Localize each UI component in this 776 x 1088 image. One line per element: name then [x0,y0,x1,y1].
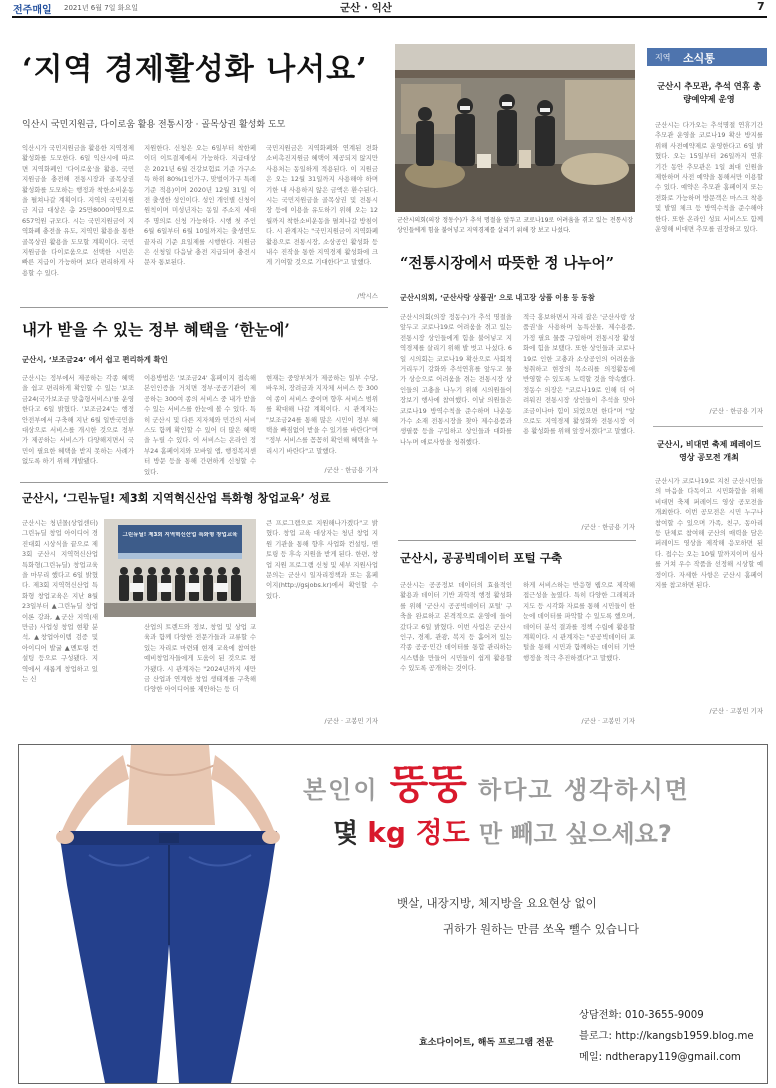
article5-byline: /군산 · 고봉민 기자 [581,717,635,725]
article4-byline: /군산 · 고봉민 기자 [324,717,378,725]
article5-top-rule [398,540,636,541]
ad-line1-emph: 뚱뚱 [389,762,467,808]
education-banner-text: 그린뉴딜! 제3회 지역혁신산업 특화형 창업교육 [122,532,238,538]
article2-col1: 군산시의회(의장 정동수)가 추석 명절을 앞두고 코로나19로 어려움을 겪고 있는 전통시장 상인들에게 힘을 불어넣고 지역경제를 살리기 위해 발 벗고 나섰다. 6일 시의회는 코로나19 확산으로 사회적 거리두기 강화와 추석연휴를 앞두고 물가 상승으로 어려움을 겪는 전통시장 상인들의 고충을 나누기 위해 시의원들이 장보기 행사에 참여했다. 이날 의원들은 코로나19 방역수칙을 준수하며 나운동 가수 소재 전통시장을 찾아 제수용품과 생필품 등을 구입하고 상인들과 대화를 나누며 애로사항을 청취했다. [400,313,512,446]
article4-col1: 군산시는 청년몰(상업센터) 그린뉴딜 창업 아이디어 경진대회 시상식을 끝으로 제3회 군산시 지역혁신산업 특화형(그린뉴딜) 창업교육을 마무리 했다고 6일 밝혔다. 제3회 지역혁신산업 특화형 창업교육은 지난 8월 23일부터 ▲그린뉴딜 창업이론 강좌, ▲군산 지역(새만금) 사업성 창업 현황 분석, ▲창업아이템 검증 및 아이디어 발굴 ▲멘토링 컨설팅 등으로 구성됐다. 지역에서 새롭게 창업하고 있는 신 [22,519,98,684]
section-title: 군산 · 익산 [340,2,392,14]
article3-col2: 이용방법은 '보조금24' 홈페이지 접속해 본인인증을 거치면 정부·공공기관이 제공하는 300여 종의 서비스 중 내가 받을 수 있는 서비스를 한눈에 볼 수 있다. 특히 군산시 및 다른 지자체와 민간의 서비스도 함께 확인할 수 있어 더 많은 혜택을 누릴 수 있다. 이 서비스는 온라인 정부24 홈페이지와 모바일 앱, 행정복지센터 방문 등을 통해 간편하게 신청할 수 있다. [144,374,256,475]
article2-byline: /군산 · 한금용 기자 [581,523,635,531]
article3-col3: 현재는 중앙부처가 제공하는 일부 수당, 바우처, 장려금과 지자체 서비스 등 300여 종이 서비스 중이며 향후 서비스 범위를 확대해 나갈 계획이다. 시 관계자는 "보조금24를 통해 많은 시민이 정부 혜택을 빠짐없이 받을 수 있기를 바란다"며 "정부 서비스를 꼼꼼히 확인해 혜택을 누리시기 바란다"고 말했다. [266,374,378,455]
article1-col2: 지원한다. 신청은 오는 6일부터 착한페이더 이트결제에서 가능하다. 지급대상은 2021년 6월 건강보험료 기준 가구소득 하위 80%(1인가구, 맞벌이가구 특례기준 적용)이며 2020년 12월 31일 이전 출생한 성인이다. 성인 개인별 신청이 원칙이며 미성년자는 동일 주소지 세대주 명의로 신청 가능하다. 시행 첫 주인 6월 6일부터 6월 10일까지는 출생연도 끝자리 기준 요일제를 시행한다. 지원금은 신청일 다음날 충전 지급되며 충전시 문자 통보된다. [144,144,256,267]
issue-date: 2021년 6월 7일 화요일 [64,4,138,12]
article1-col1: 익산시가 국민지원금을 활용한 지역경제 활성화를 도모한다. 6일 익산시에 따르면 지역화폐인 '다이로움'을 활용, 국민지원금을 충전해 전통시장과 골목상권 활성화를 도모하는 행정과 착한소비운동을 펼쳐나갈 계획이다. 지역의 국민지원금 지급 대상은 총 25만8000여명으로 657억원 규모다. 시는 국민지원금이 지역화폐 충전을 유도, 지역민 활용을 통한 골목상권 활용을 도모할 계획이다. 국민지원금을 다이로움으로 선택한 시민은 빠른 지급이 가능하며 보다 편리하게 사용할 수 있다. [22,144,134,277]
article3-top-rule [20,307,388,308]
sidebar-title: 소식통 [683,52,715,65]
masthead [0,0,776,16]
sidebar-item1-body: 군산시는 다가오는 추석명절 연휴기간 추모관 운영을 코로나19 확산 방지를 위해 사전예약제로 운영한다고 6일 밝혔다. 오는 15일부터 26일까지 연휴 기간 동안 추모관은 1일 최대 인원을 제한하며 사전 예약을 통해서만 이용할 수 있다. 예약은 추모관 홈페이지 또는 전화로 가능하며 방문객은 마스크 착용 및 발열 체크 등 방역수칙을 준수해야 한다. 또한 온라인 성묘 서비스도 함께 운영해 비대면 추모를 권장하고 있다. [655,121,763,234]
article2-headline: “전통시장에서 따뜻한 정 나누어” [400,255,614,272]
sidebar-item1-title: 군산시 추모관, 추석 연휴 총량예약제 운영 [657,81,761,104]
article5-col2: 하게 서비스하는 반응형 웹으로 제작해 접근성을 높였다. 특히 다양한 그래픽과 지도 등 시각화 자료를 통해 시민들이 한눈에 데이터를 파악할 수 있도록 했으며, 데이터 분석 결과를 정책 수립에 활용할 계획이다. 시 관계자는 "공공빅데이터 포털을 통해 시민과 함께하는 데이터 기반 행정을 적극 추진하겠다"고 말했다. [523,581,635,662]
ad-blog: 블로그: http://kangsb1959.blog.me [579,1031,754,1042]
ad-line1-suffix: 하다고 생각하시면 [478,776,690,804]
article5-headline: 군산시, 공공빅데이터 포털 구축 [400,551,563,565]
article4-col3: 큰 프로그램으로 지원해나가겠다"고 밝혔다. 창업 교육 대상자는 청년 창업 지원 기관을 통해 향후 사업화 컨설팅, 멘토링 등 후속 지원을 받게 된다. 한편, 창업 지원 프로그램 신청 및 세부 지원사업 문의는 군산시 일자리정책과 또는 홈페이지(http://gsjobs.kr)에서 확인할 수 있다. [266,519,378,600]
sidebar-section-label: 지역 [655,53,671,62]
woman-jeans-illustration [19,745,299,1083]
article3-headline: 내가 받을 수 있는 정부 혜택을 ‘한눈에’ [22,320,290,339]
ad-sub1: 뱃살, 내장지방, 체지방을 요요현상 없이 [397,896,597,910]
sidebar [647,44,767,730]
article4-top-rule [20,482,388,483]
paper-logo: 전주매일 [13,5,52,16]
article1-byline: /박시스 [357,292,378,300]
sidebar-item2-byline: /군산 · 고봉민 기자 [709,707,763,715]
market-photo [395,44,635,212]
sidebar-item1-byline: /군산 · 한금용 기자 [709,407,763,415]
ad-headline-line1 [303,753,763,813]
diet-advertisement [18,744,768,1084]
article4-col2: 산업의 트렌드와 정보, 창업 및 상업 교육과 함께 다양한 전문가들과 교류할 수 있는 자리로 마련돼 현재 교육에 참여한 예비창업자들에게 도움이 된 것으로 평가됐다. 시 관계자는 "2024년까지 새만금 산업과 연계한 창업 생태계를 구축해 다양한 아이디어를 제안하는 등 더 [144,623,256,694]
ad-headline-line2 [333,811,763,861]
article2-col2: 적극 홍보하면서 자리 잡은 '군산사랑 상품권'을 사용하며 농특산물, 제수용품, 가정 필요 물품 구입하며 전통시장 활성화에 힘을 보탰다. 또한 상인들과 코로나19로 인한 고충과 소상공인의 어려움을 청취하고 현장의 목소리를 의정활동에 반영할 수 있도록 노력할 것을 약속했다. 정동수 의장은 "코로나19로 인해 더 어려워진 전통시장 상인들이 추석을 맞아 조금이나마 힘이 되었으면 한다"며 "앞으로도 지역경제 활성화와 전통시장 이용 활성화를 위해 앞장서겠다"고 말했다. [523,313,635,436]
ad-phone: 상담전화: 010-3655-9009 [579,1010,704,1021]
ad-line1-prefix: 본인이 [303,776,379,804]
ad-program: 효소다이어트, 해독 프로그램 전문 [419,1038,554,1048]
ad-line2-emph: kg 정도 [367,816,470,849]
sidebar-divider [653,426,763,427]
ad-line2-suffix: 만 빼고 싶으세요? [478,820,672,848]
masthead-rule [12,16,767,18]
article1-headline: ‘지역 경제활성화 나서요’ [22,52,368,87]
article5-col1: 군산시는 공공정보 데이터의 효율적인 활용과 데이터 기반 과학적 행정 활성화를 위해 '군산시 공공빅데이터 포털' 구축을 완료하고 본격적으로 운영에 들어갔다고 6일 밝혔다. 이번 사업은 군산시 인구, 경제, 관광, 복지 등 흩어져 있는 각종 공공·민간 데이터를 통합 관리하는 시스템을 만들어 시민들이 쉽게 활용할 수 있도록 공개하는 것이다. [400,581,512,673]
market-photo-caption: 군산시의회(의장 정동수)가 추석 명절을 앞두고 코로나19로 어려움을 겪고 있는 전통시장 상인들에게 힘을 불어넣고 지역경제를 살리기 위해 장 보고 나섰다. [397,217,633,234]
article3-col1: 군산시는 정부에서 제공하는 각종 혜택을 쉽고 편리하게 확인할 수 있는 '보조금24(국가보조금 맞춤형서비스)'를 운영한다고 6일 밝혔다. '보조금24'는 행정안전부에서 구축해 지난 6월 일반국민을 대상으로 서비스를 개시한 것으로 정부가 제공하는 서비스가 다양해지면서 국민이 필요한 혜택을 받지 못하는 사례가 없도록 하기 위해 개발됐다. [22,374,134,466]
education-photo [104,519,256,617]
sidebar-item2-title: 군산시, 비대면 축제 페레이드 영상 공모전 개최 [656,440,762,462]
article3-byline: /군산 · 한금용 기자 [324,466,378,474]
ad-email: 메일: ndtherapy119@gmail.com [579,1052,741,1063]
article1-subhead: 익산시 국민지원금, 다이로움 활용 전통시장 · 골목상권 활성화 도모 [22,120,286,130]
ad-sub2: 귀하가 원하는 만큼 쏘옥 뺄수 있습니다 [443,922,640,936]
ad-line2-prefix: 몇 [333,819,359,849]
sidebar-header [647,48,767,66]
article1-col3: 국민지원금은 지역화폐와 연계된 전화 소비촉진지원금 혜택이 제공되지 않지만 사용처는 동일하게 적용된다. 이 지원금은 오는 12월 31일까지 사용해야 하며 기한 내 사용하지 않은 금액은 환수된다. 시는 국민지원금을 골목상권 및 전통시장 등에 이용을 유도하기 위해 오는 12월까지 착한소비운동을 펼쳐나갈 방침이다. 시 관계자는 "국민지원금이 지역화폐 활용으로 전통시장, 소상공인 활성화 등 내수 진작을 통한 지역경제 활성화에 크게 기여할 것으로 기대한다"고 말했다. [266,144,378,267]
sidebar-item2-body: 군산시가 코로나19로 지친 군산시민들의 마음을 다독이고 시민화합을 위해 비대면 축제 퍼레이드 영상 공모전을 개최한다. 이번 공모전은 시민 누구나 참여할 수 있으며 가족, 친구, 동아리 등 단체로 참여해 군산의 매력을 담은 퍼레이드 영상을 제작해 응모하면 된다. 접수는 오는 10월 말까지이며 심사를 거쳐 우수 작품을 선정해 시상할 예정이다. 자세한 사항은 군산시 홈페이지를 참고하면 된다. [655,477,763,590]
article2-subhead: 군산시의회, ‘군산사랑 상품권’ 으로 내고장 상품 이용 등 동참 [400,293,595,302]
article3-subhead: 군산시, ‘보조금24’ 에서 쉽고 편리하게 확인 [22,355,168,364]
article4-headline: 군산시, ‘그린뉴딜! 제3회 지역혁신산업 특화형 창업교육’ 성료 [22,492,331,505]
page-number: 7 [757,0,765,13]
